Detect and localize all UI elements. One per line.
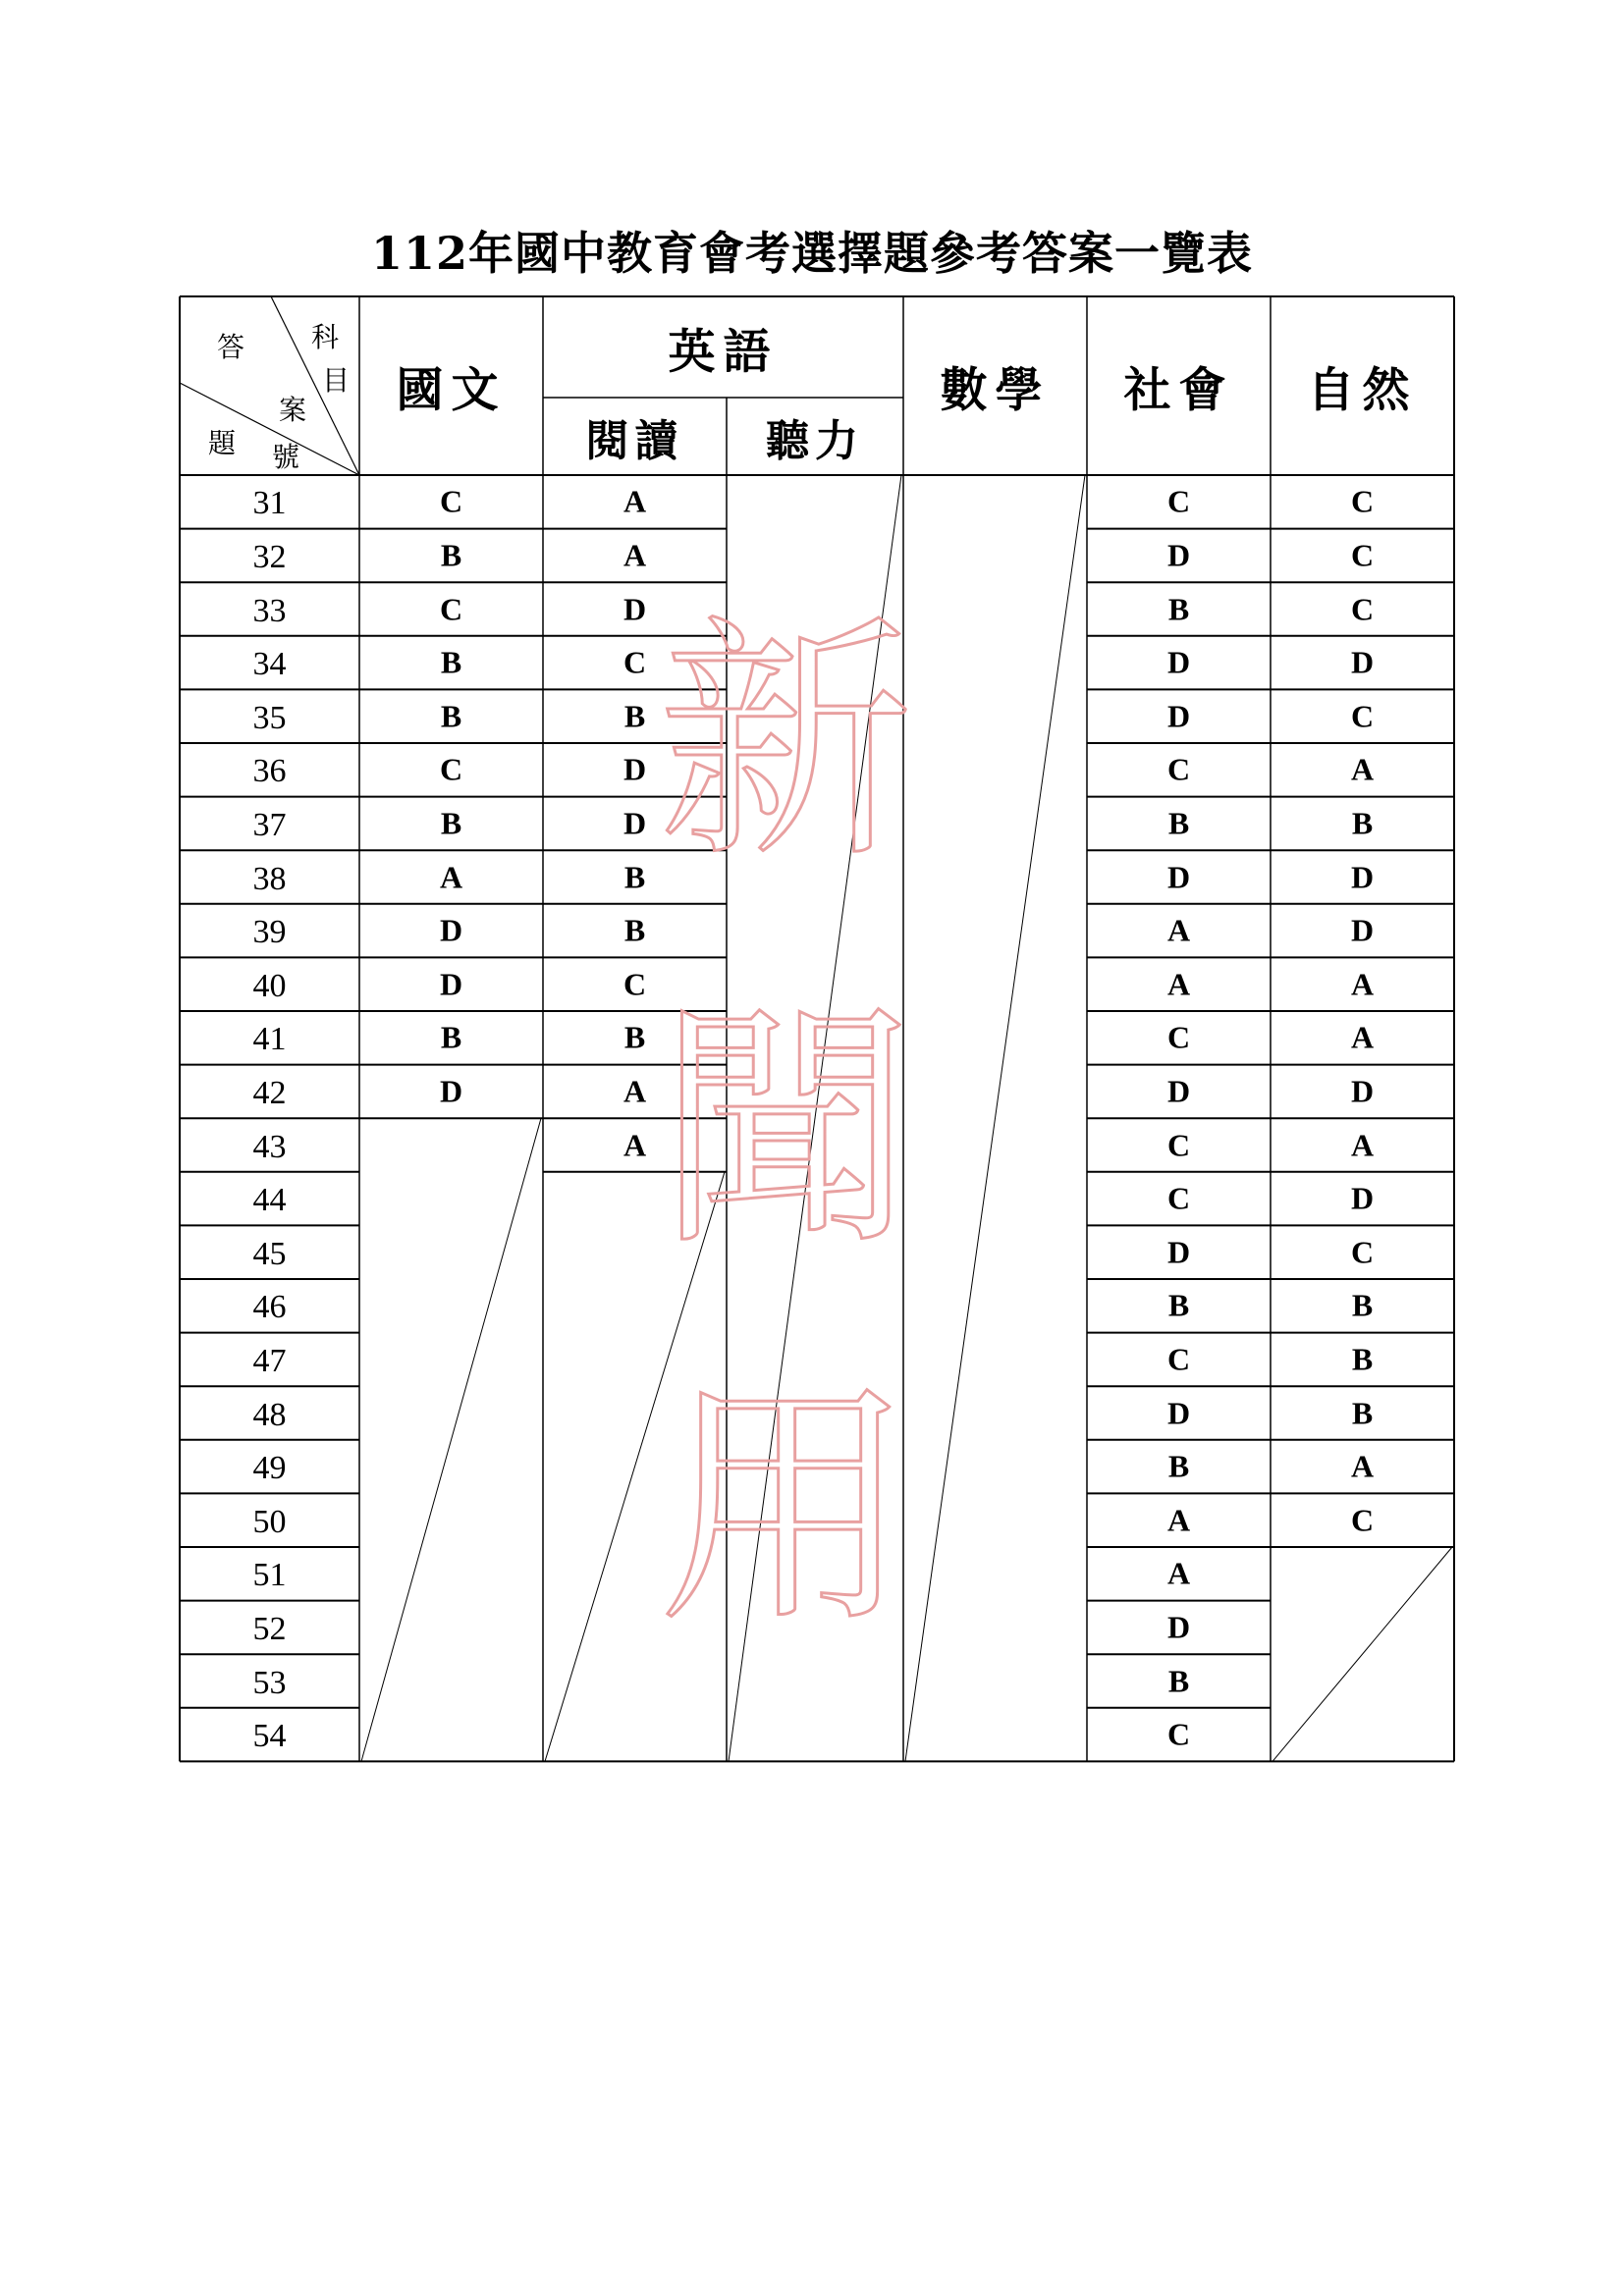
question-number: 50 [252,1503,287,1540]
empty-cell-diagonal [905,475,1085,1761]
answer-science: B [1351,805,1374,841]
answer-social: C [1166,1341,1191,1377]
question-number: 53 [252,1664,287,1701]
answer-chinese: B [440,644,462,680]
answer-social: D [1166,1073,1191,1109]
answer-social: B [1167,1287,1190,1323]
answer-social: A [1166,912,1191,948]
question-number: 42 [252,1074,287,1111]
answer-reading: B [623,859,646,894]
answer-reading: A [623,537,647,573]
answer-social: A [1166,1502,1191,1538]
answer-social: D [1166,1234,1191,1270]
question-number: 33 [252,592,287,629]
question-number: 31 [252,485,287,522]
question-number: 41 [252,1021,287,1058]
question-number: 44 [252,1182,287,1219]
answer-social: D [1166,698,1191,734]
answer-social: A [1166,1555,1191,1591]
answer-social: C [1166,751,1191,787]
answer-reading: A [623,1073,647,1109]
question-number: 43 [252,1128,287,1165]
watermark-char: 聞 [658,983,913,1280]
question-number: 52 [252,1610,287,1647]
answer-chinese: B [440,805,462,841]
answer-social: D [1166,537,1191,573]
question-number: 37 [252,806,287,843]
answer-social: D [1166,644,1191,680]
answer-reading: D [623,805,647,841]
answer-reading: B [623,1019,646,1055]
answer-social: A [1166,966,1191,1002]
header-social: 社會 [1123,362,1234,418]
answer-reading: C [623,644,647,680]
empty-cell-diagonal [1272,1547,1452,1761]
question-number: 51 [252,1557,287,1594]
question-number: 34 [252,646,287,683]
question-number: 46 [252,1289,287,1326]
question-number: 38 [252,860,287,897]
answer-chinese: D [439,1073,463,1109]
answer-reading: B [623,698,646,734]
answer-chinese: B [440,698,462,734]
corner-label: 科 [310,321,340,353]
answer-science: C [1350,537,1375,573]
answer-social: B [1167,1663,1190,1698]
corner-label: 案 [278,394,307,426]
answer-social: C [1166,1019,1191,1055]
answer-social: D [1166,1609,1191,1645]
answer-science: C [1350,1502,1375,1538]
empty-cell-diagonal [729,475,901,1761]
answer-reading: A [623,1127,647,1162]
answer-science: D [1350,912,1375,948]
answer-social: C [1166,483,1191,519]
question-number: 32 [252,538,287,575]
answer-social: B [1167,1448,1190,1484]
answer-chinese: C [439,591,463,626]
answer-science: A [1350,1019,1375,1055]
question-number: 36 [252,753,287,790]
corner-label: 號 [271,441,300,473]
answer-reading: D [623,751,647,787]
answer-science: A [1350,751,1375,787]
answer-social: C [1166,1180,1191,1216]
answer-chinese: B [440,537,462,573]
question-number: 40 [252,967,287,1004]
answer-social: D [1166,1395,1191,1430]
header-chinese: 國文 [396,362,507,418]
answer-chinese: D [439,966,463,1002]
answer-reading: B [623,912,646,948]
empty-cell-diagonal [361,1118,541,1761]
question-number: 35 [252,699,287,736]
answer-reading: D [623,591,647,626]
question-number: 54 [252,1718,287,1755]
answer-science: C [1350,591,1375,626]
answer-science: C [1350,1234,1375,1270]
corner-label: 題 [207,427,237,459]
answer-social: C [1166,1716,1191,1752]
answer-science: B [1351,1395,1374,1430]
question-number: 49 [252,1450,287,1487]
header-listening: 聽力 [766,415,864,466]
watermark-char: 用 [658,1361,913,1658]
empty-cell-diagonal [545,1172,725,1762]
answer-reading: A [623,483,647,519]
page-title: 112年國中教育會考選擇題參考答案一覽表 [370,227,1254,280]
answer-chinese: C [439,483,463,519]
header-english: 英語 [668,324,779,379]
answer-social: D [1166,859,1191,894]
watermark-char: 新 [658,595,913,892]
answer-science: D [1350,1180,1375,1216]
header-science: 自然 [1307,362,1418,418]
answer-science: A [1350,1448,1375,1484]
answer-social: B [1167,591,1190,626]
question-number: 39 [252,914,287,951]
answer-science: A [1350,966,1375,1002]
answer-science: C [1350,483,1375,519]
answer-chinese: C [439,751,463,787]
answer-science: A [1350,1127,1375,1162]
answer-science: C [1350,698,1375,734]
answer-science: B [1351,1341,1374,1377]
answer-science: D [1350,644,1375,680]
answer-science: D [1350,859,1375,894]
answer-science: B [1351,1287,1374,1323]
answer-social: C [1166,1127,1191,1162]
answer-science: D [1350,1073,1375,1109]
answer-chinese: D [439,912,463,948]
question-number: 45 [252,1235,287,1272]
answer-social: B [1167,805,1190,841]
question-number: 47 [252,1342,287,1379]
question-number: 48 [252,1396,287,1433]
corner-label: 目 [321,364,351,397]
answer-reading: C [623,966,647,1002]
header-math: 數學 [940,362,1051,418]
answer-chinese: A [439,859,463,894]
answer-chinese: B [440,1019,462,1055]
header-reading: 閱讀 [585,415,684,466]
corner-label: 答 [216,331,245,363]
